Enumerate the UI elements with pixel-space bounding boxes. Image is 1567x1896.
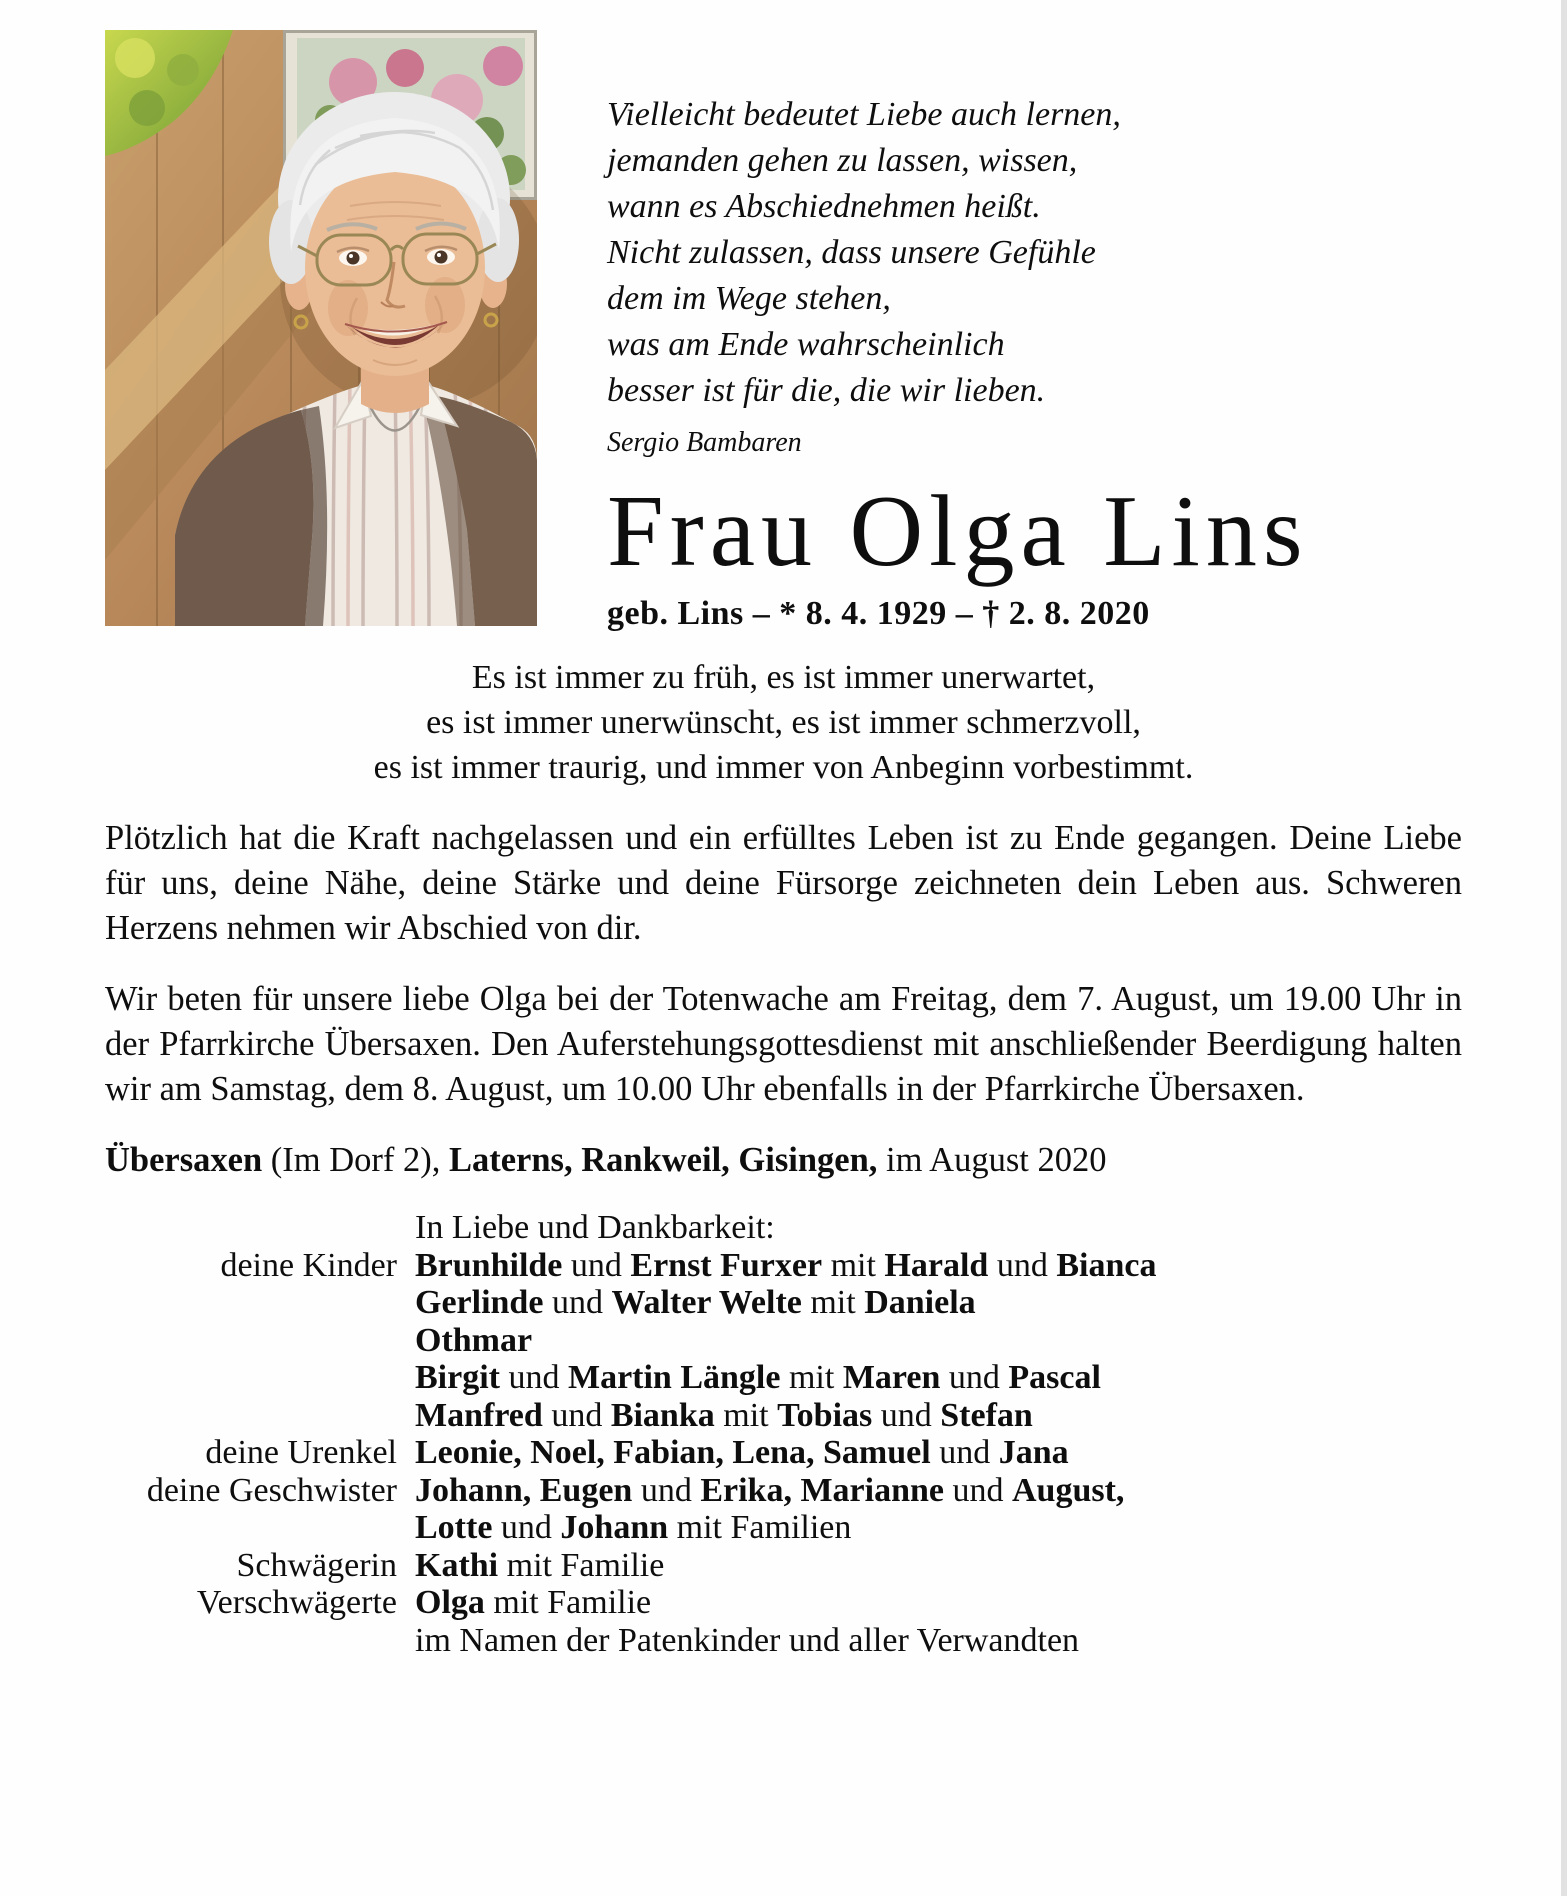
quote-attribution: Sergio Bambaren bbox=[607, 427, 802, 458]
family-role-label bbox=[105, 1359, 397, 1397]
family-role-label bbox=[105, 1397, 397, 1435]
family-role-label bbox=[105, 1509, 397, 1547]
quote-line: was am Ende wahrscheinlich bbox=[607, 326, 1005, 363]
family-intro-line: In Liebe und Dankbarkeit: bbox=[415, 1209, 775, 1247]
quote-line: wann es Abschiednehmen heißt. bbox=[607, 188, 1041, 225]
birth-death-dates: geb. Lins – * 8. 4. 1929 – † 2. 8. 2020 bbox=[607, 595, 1150, 633]
family-role-label: deine Kinder bbox=[220, 1246, 397, 1284]
top-section bbox=[105, 30, 1462, 633]
family-names-line: Kathi mit Familie bbox=[415, 1546, 665, 1584]
quote-line: dem im Wege stehen, bbox=[607, 280, 891, 317]
family-names-line: Gerlinde und Walter Welte mit Daniela bbox=[415, 1284, 976, 1322]
quote-line: besser ist für die, die wir lieben. bbox=[607, 372, 1046, 409]
family-names-line: Lotte und Johann mit Familien bbox=[415, 1509, 852, 1547]
quote-line: jemanden gehen zu lassen, wissen, bbox=[607, 142, 1078, 179]
memorial-poem bbox=[105, 655, 1462, 790]
opening-quote bbox=[607, 92, 1462, 462]
portrait-photo bbox=[105, 30, 537, 626]
family-role-label bbox=[105, 1622, 397, 1660]
poem-line: es ist immer traurig, und immer von Anbeginn vorbestimmt. bbox=[373, 749, 1194, 787]
family-role-label bbox=[105, 1209, 397, 1247]
service-paragraph: Wir beten für unsere liebe Olga bei der Totenwache am Freitag, dem 7. August, um 19.00 Uhr in der Pfarrkirche Übersaxen. Den Auferstehungsgottesdienst mit anschließender Beerdigung halten wir am Samstag, dem 8. August, um 10.00 Uhr ebenfalls in der Pfarrkirche Übersaxen. bbox=[105, 980, 1462, 1109]
family-role-label bbox=[105, 1322, 397, 1360]
family-names-line: Manfred und Bianka mit Tobias und Stefan bbox=[415, 1396, 1033, 1434]
obituary-paragraph: Plötzlich hat die Kraft nachgelassen und ein erfülltes Leben ist zu Ende gegangen. Deine Liebe für uns, deine Nähe, deine Stärke und deine Fürsorge zeichneten dein Leben aus. Schweren Herzens nehmen wir Abschied von dir. bbox=[105, 819, 1462, 948]
family-list bbox=[105, 1209, 1462, 1659]
family-role-label: deine Urenkel bbox=[205, 1434, 397, 1472]
header-column bbox=[537, 30, 1462, 633]
location-date-line: Übersaxen (Im Dorf 2), Laterns, Rankweil, Gisingen, im August 2020 bbox=[105, 1141, 1107, 1180]
family-role-label: Schwägerin bbox=[236, 1546, 397, 1584]
family-names-line: Othmar bbox=[415, 1321, 533, 1359]
family-names-line: Leonie, Noel, Fabian, Lena, Samuel und Jana bbox=[415, 1434, 1069, 1472]
family-names-line: Johann, Eugen und Erika, Marianne und August, bbox=[415, 1471, 1125, 1509]
family-role-label bbox=[105, 1284, 397, 1322]
family-closing-line: im Namen der Patenkinder und aller Verwandten bbox=[415, 1621, 1080, 1659]
deceased-name: Frau Olga Lins bbox=[607, 475, 1309, 588]
poem-line: es ist immer unerwünscht, es ist immer schmerzvoll, bbox=[426, 704, 1141, 742]
family-role-label: deine Geschwister bbox=[146, 1471, 397, 1509]
scan-edge-shadow bbox=[1561, 0, 1567, 1896]
family-names-line: Birgit und Martin Längle mit Maren und Pascal bbox=[415, 1359, 1101, 1397]
quote-line: Vielleicht bedeutet Liebe auch lernen, bbox=[607, 96, 1121, 133]
quote-line: Nicht zulassen, dass unsere Gefühle bbox=[607, 234, 1096, 271]
obituary-content bbox=[105, 30, 1462, 1659]
family-names-line: Olga mit Familie bbox=[415, 1584, 652, 1622]
family-role-label: Verschwägerte bbox=[196, 1584, 397, 1622]
poem-line: Es ist immer zu früh, es ist immer unerwartet, bbox=[471, 659, 1096, 697]
portrait-illustration bbox=[105, 30, 537, 626]
family-names-line: Brunhilde und Ernst Furxer mit Harald und Bianca bbox=[415, 1246, 1157, 1284]
